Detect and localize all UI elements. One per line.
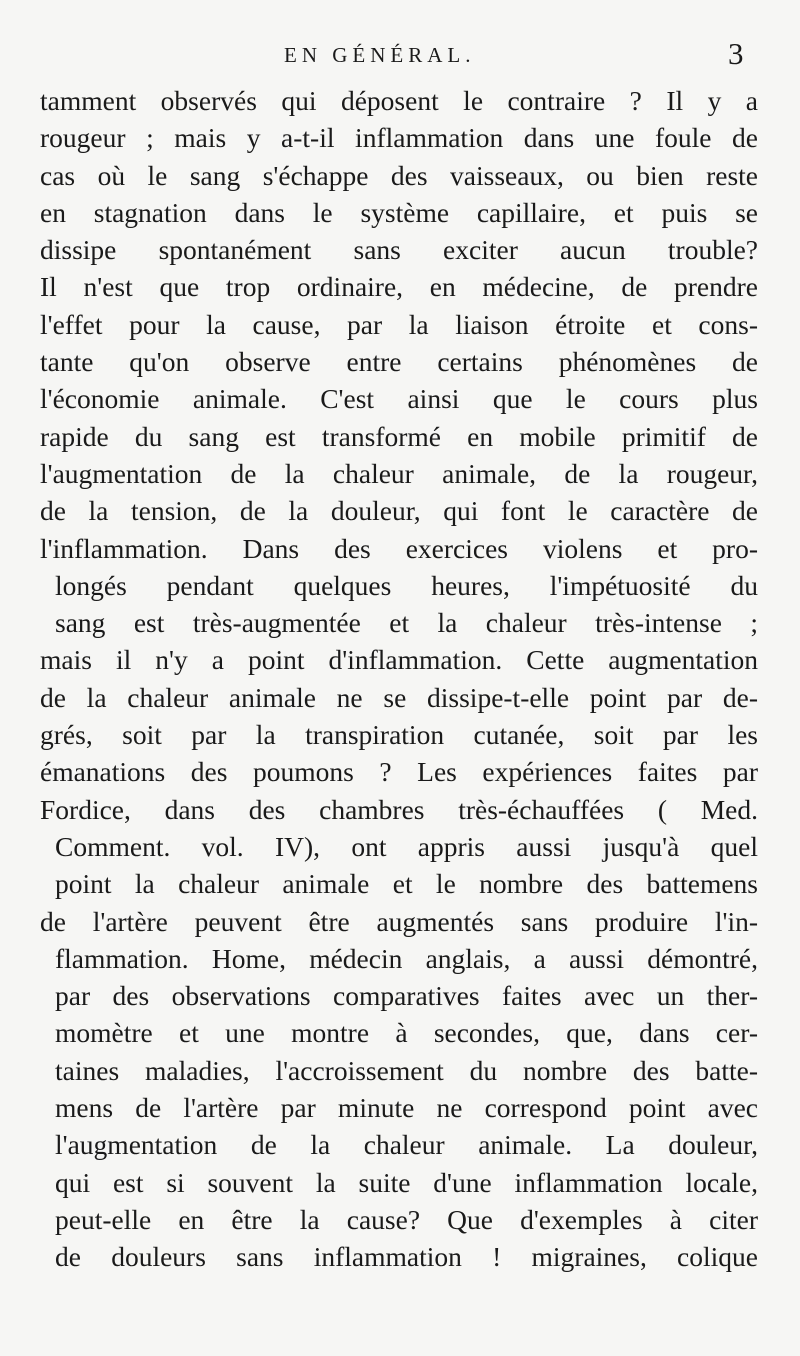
text-line: l'économie animale. C'est ainsi que le cours plus [40,383,758,415]
text-line: l'augmentation de la chaleur animale, de la rougeur, [40,457,758,489]
body-text [40,82,758,1276]
text-line: en stagnation dans le système capillaire, et puis se [40,196,758,228]
text-line: par des observations comparatives faites avec un ther- [55,980,758,1012]
running-head: EN GÉNÉRAL. [284,43,476,67]
text-line: de douleurs sans inflammation ! migraines, colique [55,1241,758,1273]
text-line: Comment. vol. IV), ont appris aussi jusqu'à quel [55,830,758,862]
text-line: longés pendant quelques heures, l'impétuosité du [55,569,758,601]
text-line: mens de l'artère par minute ne correspond point avec [55,1092,758,1124]
text-line: taines maladies, l'accroissement du nombre des batte- [55,1054,758,1086]
text-line: sang est très-augmentée et la chaleur très-intense ; [55,607,758,639]
text-line: qui est si souvent la suite d'une inflammation locale, [55,1166,758,1198]
text-line: grés, soit par la transpiration cutanée, soit par les [40,719,758,751]
text-line: mais il n'y a point d'inflammation. Cette augmentation [40,644,758,676]
text-line: tante qu'on observe entre certains phénomènes de [40,346,758,378]
text-line: de l'artère peuvent être augmentés sans produire l'in- [40,905,758,937]
text-line: de la chaleur animale ne se dissipe-t-elle point par de- [40,681,758,713]
text-line: Fordice, dans des chambres très-échauffées ( Med. [40,793,758,825]
text-line: l'augmentation de la chaleur animale. La douleur, [55,1129,758,1161]
text-line: cas où le sang s'échappe des vaisseaux, ou bien reste [40,159,758,191]
text-line: rapide du sang est transformé en mobile primitif de [40,420,758,452]
text-line: flammation. Home, médecin anglais, a aussi démontré, [55,942,758,974]
text-line: dissipe spontanément sans exciter aucun trouble? [40,234,758,266]
text-line: émanations des poumons ? Les expériences faites par [40,756,758,788]
text-line: peut-elle en être la cause? Que d'exemples à citer [55,1203,758,1235]
text-line: l'inflammation. Dans des exercices violens et pro- [40,532,758,564]
text-line: point la chaleur animale et le nombre des battemens [55,868,758,900]
text-line: tamment observés qui déposent le contraire ? Il y a [40,85,758,116]
text-line: l'effet pour la cause, par la liaison étroite et cons- [40,308,758,340]
text-line: de la tension, de la douleur, qui font le caractère de [40,495,758,527]
text-line: rougeur ; mais y a-t-il inflammation dans une foule de [40,122,758,154]
text-line: Il n'est que trop ordinaire, en médecine, de prendre [40,271,758,303]
page-number: 3 [728,36,744,71]
text-line: momètre et une montre à secondes, que, dans cer- [55,1017,758,1049]
